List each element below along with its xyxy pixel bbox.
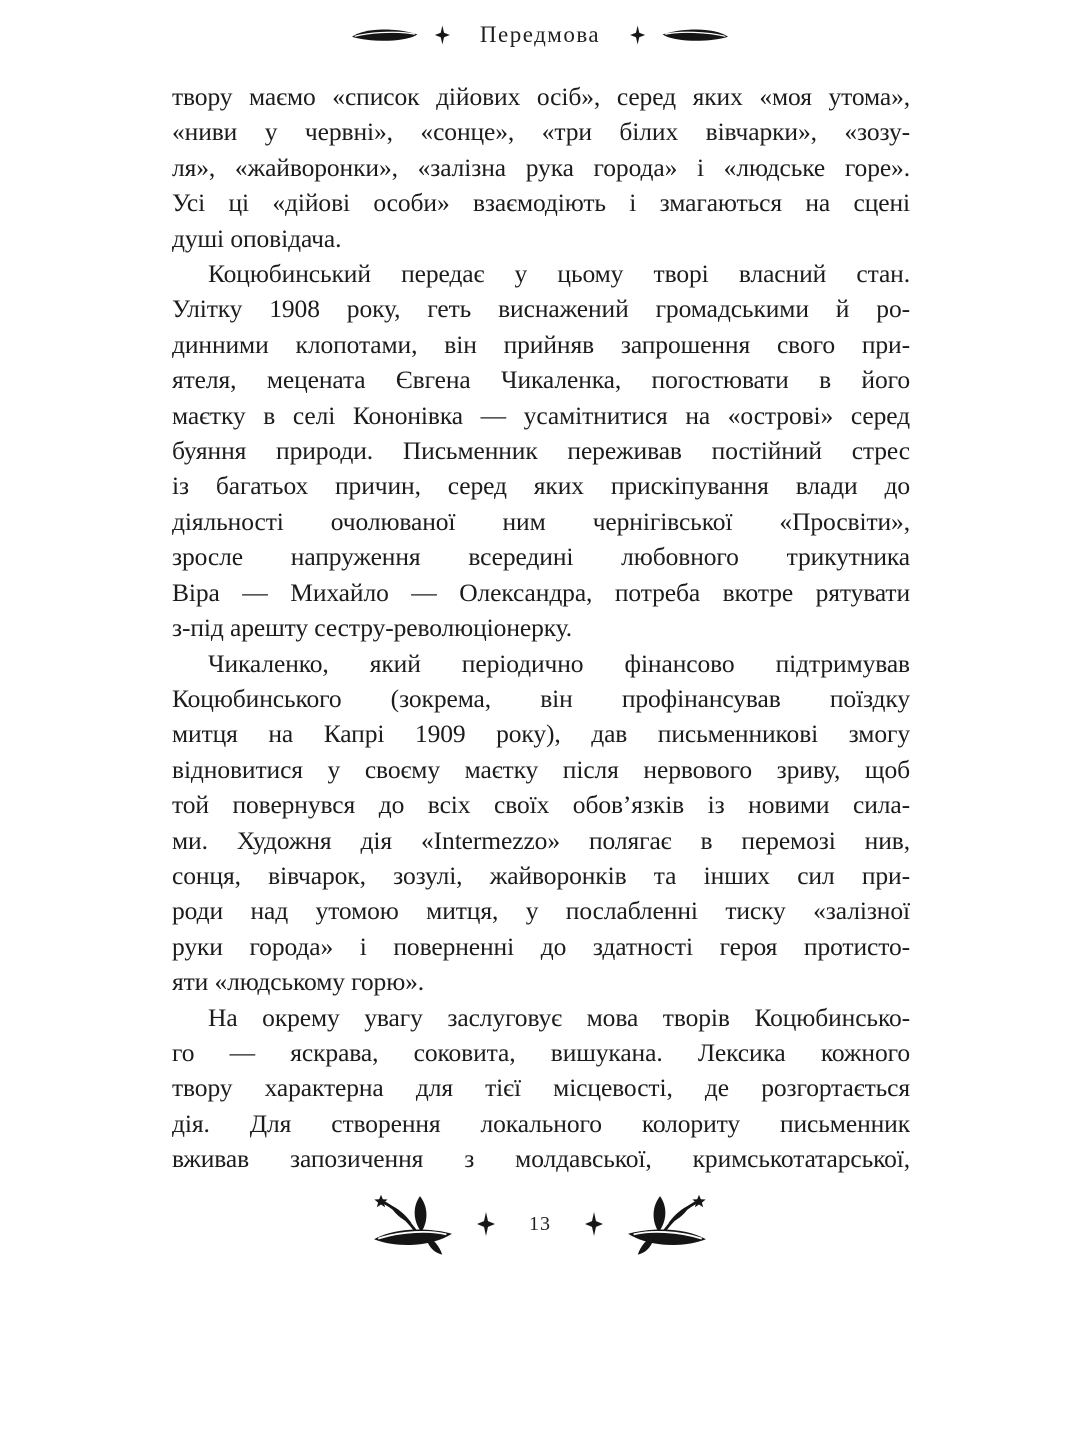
page-number: 13 xyxy=(529,1212,551,1235)
text-line: динними клопотами, він прийняв запрошення свого при- xyxy=(172,329,910,359)
text-line: з-під арешту сестру-революціонерку. xyxy=(172,613,573,643)
text-line: «ниви у червні», «сонце», «три білих вівчарки», «зозу- xyxy=(172,117,910,147)
leaf-flourish-mirrored-icon xyxy=(661,25,729,45)
text-line: твору маємо «список дійових осіб», серед яких «моя утома», xyxy=(172,82,910,111)
text-line: руки города» і поверненні до здатності героя протисто- xyxy=(172,931,910,961)
text-line: Улітку 1908 року, геть виснажений громадськими й ро- xyxy=(172,294,910,324)
text-line: зросле напруження всередині любовного трикутника xyxy=(172,542,910,572)
text-line: ля», «жайворонки», «залізна рука города» і «людське горе». xyxy=(172,152,910,182)
text-line: роди над утомою митця, у послабленні тиску «залізної xyxy=(172,896,910,926)
chapter-title: Передмова xyxy=(479,22,601,47)
four-pointed-star-icon xyxy=(585,1212,603,1236)
text-line: діяльності очолюваної ним чернігівської «Просвіти», xyxy=(172,506,910,536)
page-header xyxy=(0,14,1080,56)
branch-flourish-mirrored-icon xyxy=(625,1192,709,1256)
page-body-text xyxy=(172,79,910,1177)
text-line: сонця, вівчарок, зозулі, жайворонків та інших сил при- xyxy=(172,860,910,890)
text-line: ятеля, мецената Євгена Чикаленка, погостювати в його xyxy=(172,365,910,395)
text-line: душі оповідача. xyxy=(172,223,342,253)
text-line: го — яскрава, соковита, вишукана. Лексика кожного xyxy=(172,1037,910,1067)
text-line: твору характерна для тієї місцевості, де розгортається xyxy=(172,1073,910,1103)
text-line: Усі ці «дійові особи» взаємодіють і змагаються на сцені xyxy=(172,188,910,218)
four-pointed-star-icon xyxy=(435,26,450,45)
text-line: митця на Капрі 1909 року), дав письменникові змогу xyxy=(172,719,910,749)
four-pointed-star-icon xyxy=(477,1212,495,1236)
text-line: буяння природи. Письменник переживав постійний стрес xyxy=(172,436,910,466)
text-line: ми. Художня дія «Intermezzo» полягає в перемозі нив, xyxy=(172,825,910,855)
text-line: яти «людському горю». xyxy=(172,967,425,997)
text-line: той повернувся до всіх своїх обов’язків із новими сила- xyxy=(172,790,910,820)
text-line: Віра — Михайло — Олександра, потреба вкотре рятувати xyxy=(172,577,910,607)
text-line: Коцюбинський передає у цьому творі власний стан. xyxy=(208,259,910,289)
text-line: На окрему увагу заслуговує мова творів Коцюбинсько- xyxy=(208,1002,910,1032)
branch-flourish-icon xyxy=(371,1192,455,1256)
text-line: вживав запозичення з молдавської, кримськотатарської, xyxy=(172,1144,910,1174)
text-line: із багатьох причин, серед яких прискіпування влади до xyxy=(172,471,910,501)
four-pointed-star-icon xyxy=(630,26,645,45)
leaf-flourish-icon xyxy=(351,25,419,45)
page-footer xyxy=(0,1188,1080,1260)
text-line: маєтку в селі Кононівка — усамітнитися на «острові» серед xyxy=(172,400,910,430)
text-line: дія. Для створення локального колориту письменник xyxy=(172,1108,910,1138)
text-line: відновитися у своєму маєтку після нервового зриву, щоб xyxy=(172,754,910,784)
text-line: Коцюбинського (зокрема, він профінансував поїздку xyxy=(172,683,910,713)
text-line: Чикаленко, який періодично фінансово підтримував xyxy=(208,648,910,678)
